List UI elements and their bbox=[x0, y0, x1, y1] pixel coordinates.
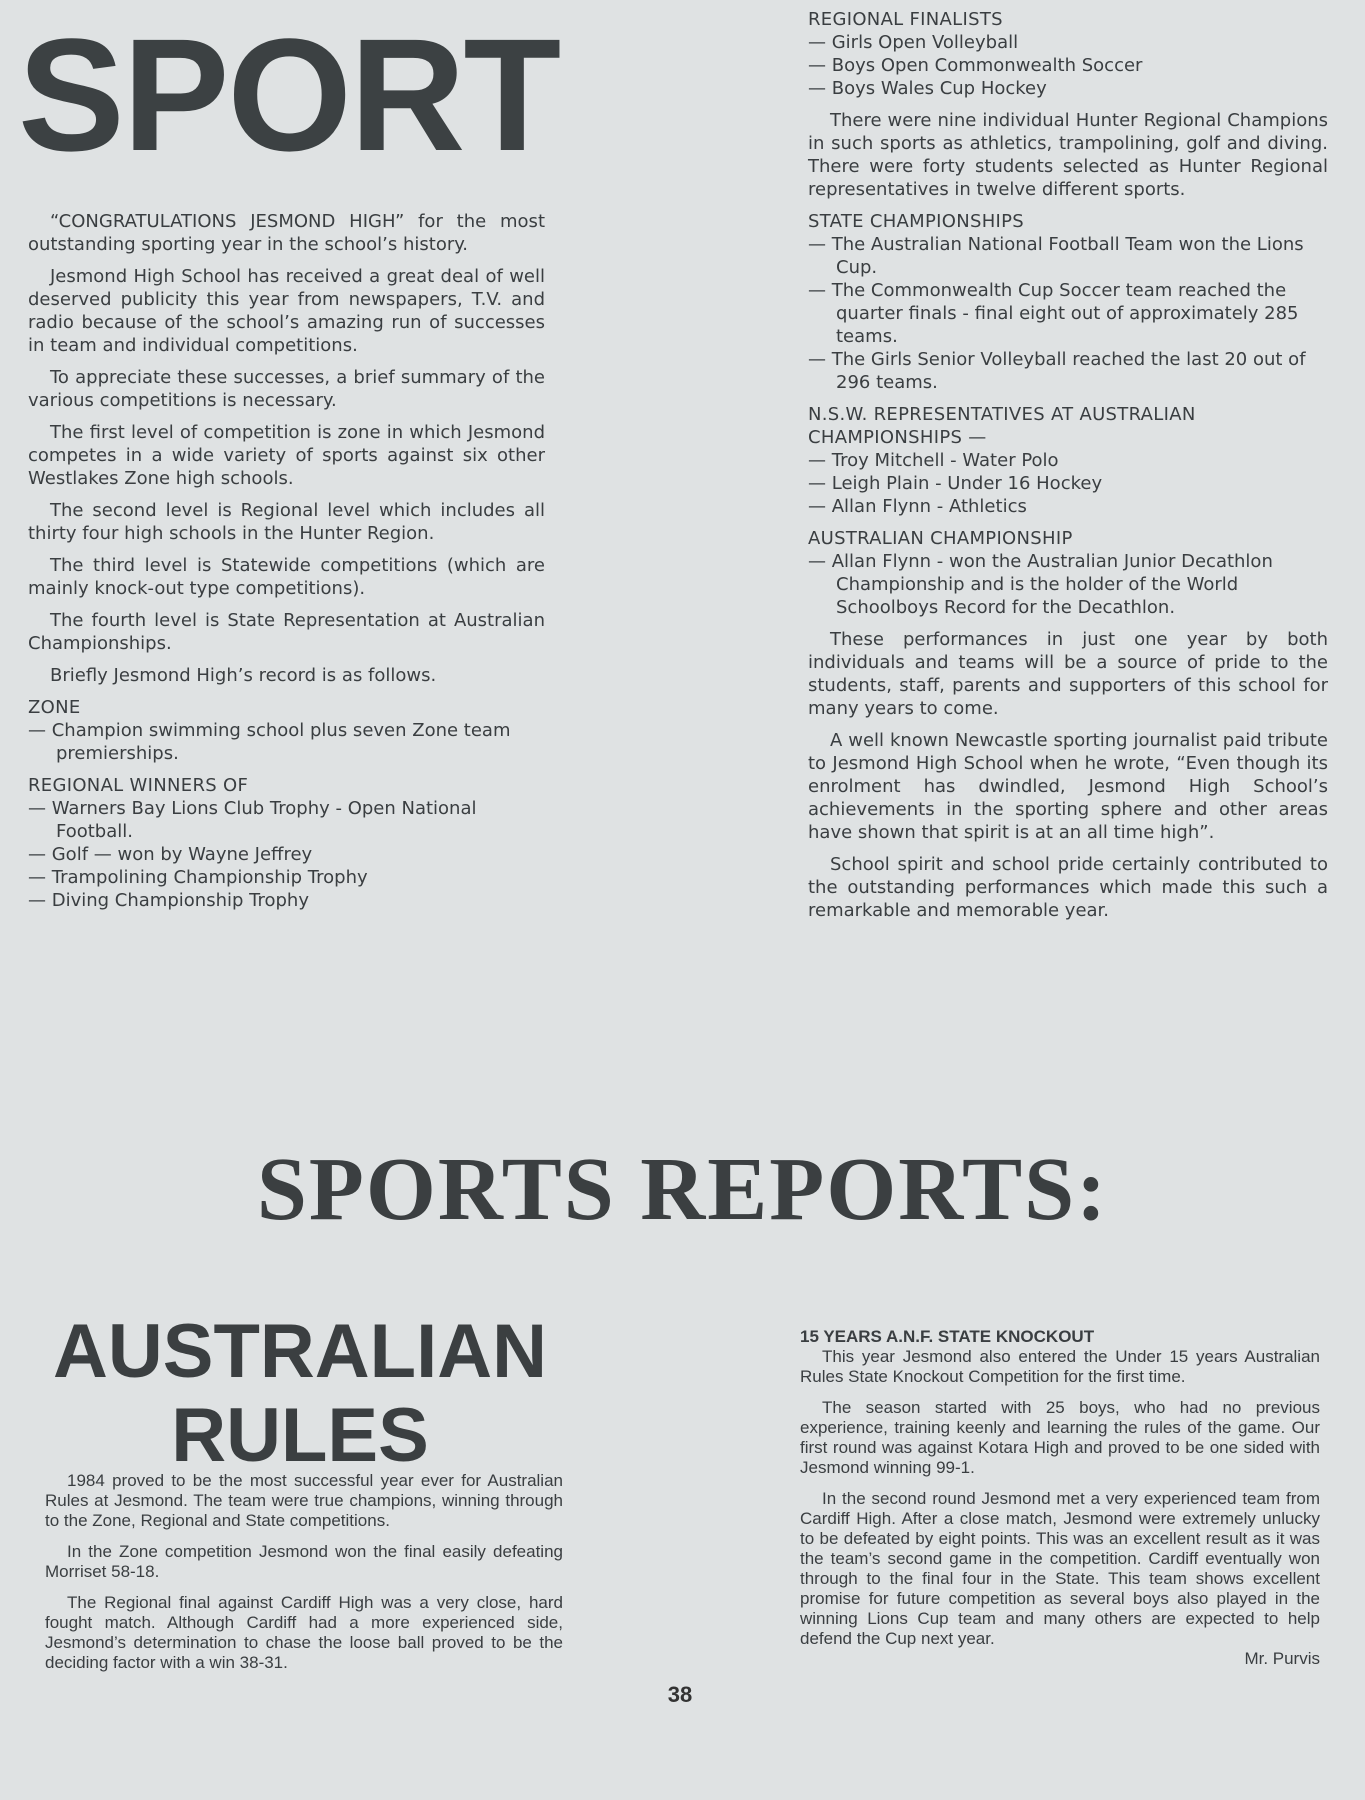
australian-rules-left-column bbox=[45, 1471, 563, 1684]
state-championships-heading: STATE CHAMPIONSHIPS bbox=[808, 211, 1025, 232]
regional-finalists-list bbox=[808, 31, 1328, 100]
sport-title: SPORT bbox=[18, 5, 560, 184]
paragraph-successful-year: 1984 proved to be the most successful year ever for Australian Rules at Jesmond. The team were true champions, winning through to the Zone, Regional and State competitions. bbox=[45, 1471, 563, 1530]
australian-rules-title-line1: AUSTRALIAN bbox=[53, 1309, 547, 1394]
paragraph-pride: These performances in just one year by both individuals and teams will be a source of pride to the students, staff, parents and supporters of this school for many years to come. bbox=[808, 629, 1328, 719]
paragraph-first-level: The first level of competition is zone in which Jesmond competes in a wide variety of sports against six other Westlakes Zone high schools. bbox=[28, 422, 545, 489]
list-item: — Troy Mitchell - Water Polo bbox=[808, 449, 1328, 472]
list-item: — Girls Open Volleyball bbox=[808, 31, 1328, 54]
list-item: — Warners Bay Lions Club Trophy - Open National Football. bbox=[28, 797, 545, 843]
list-item: — Diving Championship Trophy bbox=[28, 889, 545, 912]
regional-winners-heading: REGIONAL WINNERS OF bbox=[28, 775, 249, 796]
paragraph-school-spirit: School spirit and school pride certainly contributed to the outstanding performances which made this such a remarkable and memorable year. bbox=[808, 854, 1328, 921]
list-item: — Leigh Plain - Under 16 Hockey bbox=[808, 472, 1328, 495]
sports-reports-title: SPORTS REPORTS: bbox=[256, 1140, 1109, 1239]
paragraph-zone-final: In the Zone competition Jesmond won the final easily defeating Morriset 58-18. bbox=[45, 1542, 563, 1581]
australian-rules-title bbox=[40, 1310, 560, 1478]
state-knockout-subheading: 15 YEARS A.N.F. STATE KNOCKOUT bbox=[800, 1327, 1095, 1346]
list-item: — The Australian National Football Team won the Lions Cup. bbox=[808, 233, 1328, 279]
paragraph-third-level: The third level is Statewide competitions (which are mainly knock-out type competitions). bbox=[28, 555, 545, 599]
list-item: — Trampolining Championship Trophy bbox=[28, 866, 545, 889]
signature: Mr. Purvis bbox=[1244, 1649, 1320, 1668]
australian-championship-list bbox=[808, 550, 1328, 619]
nsw-representatives-heading: N.S.W. REPRESENTATIVES AT AUSTRALIAN CHAMPIONSHIPS — bbox=[808, 404, 1196, 448]
paragraph-fourth-level: The fourth level is State Representation at Australian Championships. bbox=[28, 610, 545, 654]
list-item: — Golf — won by Wayne Jeffrey bbox=[28, 843, 545, 866]
paragraph-season-start: The season started with 25 boys, who had no previous experience, training keenly and learning the rules of the game. Our first round was against Kotara High and proved to be one sided with Jesmond winning 99-1. bbox=[800, 1398, 1320, 1477]
paragraph-second-level: The second level is Regional level which includes all thirty four high schools in the Hunter Region. bbox=[28, 500, 545, 544]
paragraph-regional-final: The Regional final against Cardiff High was a very close, hard fought match. Although Cardiff had a more experienced side, Jesmond’s determination to chase the loose ball proved to be the deciding factor with a win 38-31. bbox=[45, 1593, 563, 1672]
list-item: — The Girls Senior Volleyball reached the last 20 out of 296 teams. bbox=[808, 348, 1328, 394]
zone-heading: ZONE bbox=[28, 697, 81, 718]
paragraph-summary: To appreciate these successes, a brief summary of the various competitions is necessary. bbox=[28, 367, 545, 411]
paragraph-second-round: In the second round Jesmond met a very experienced team from Cardiff High. After a close match, Jesmond were extremely unlucky to be defeated by eight points. This was an excellent result as it was the team’s second game in the competition. Cardiff eventually won through to the final four in the State. This team shows excellent promise for future competition as several boys also played in the winning Lions Cup team and many others are expected to help defend the Cup next year. bbox=[800, 1489, 1320, 1648]
list-item: — Champion swimming school plus seven Zone team premierships. bbox=[28, 719, 545, 765]
australian-championship-heading: AUSTRALIAN CHAMPIONSHIP bbox=[808, 528, 1073, 549]
paragraph-record: Briefly Jesmond High’s record is as follows. bbox=[50, 665, 437, 686]
list-item: — Allan Flynn - won the Australian Junior Decathlon Championship and is the holder of the World Schoolboys Record for the Decathlon. bbox=[808, 550, 1328, 619]
paragraph-knockout-entry: This year Jesmond also entered the Under 15 years Australian Rules State Knockout Competition for the first time. bbox=[800, 1347, 1320, 1386]
left-column bbox=[28, 210, 545, 921]
paragraph-regional-champions: There were nine individual Hunter Regional Champions in such sports as athletics, trampolining, golf and diving. There were forty students selected as Hunter Regional representatives in twelve different sports. bbox=[808, 110, 1328, 200]
australian-rules-right-column bbox=[800, 1327, 1320, 1680]
right-column bbox=[808, 8, 1328, 931]
zone-list bbox=[28, 719, 545, 765]
nsw-representatives-list bbox=[808, 449, 1328, 518]
page-number: 38 bbox=[667, 1682, 693, 1707]
list-item: — Allan Flynn - Athletics bbox=[808, 495, 1328, 518]
regional-winners-list bbox=[28, 797, 545, 912]
regional-finalists-heading: REGIONAL FINALISTS bbox=[808, 9, 1003, 30]
paragraph-congratulations: “CONGRATULATIONS JESMOND HIGH” for the most outstanding sporting year in the school’s history. bbox=[28, 211, 545, 255]
paragraph-journalist: A well known Newcastle sporting journalist paid tribute to Jesmond High School when he wrote, “Even though its enrolment has dwindled, Jesmond High School’s achievements in the sporting sphere and other areas have shown that spirit is at an all time high”. bbox=[808, 730, 1328, 843]
list-item: — The Commonwealth Cup Soccer team reached the quarter finals - final eight out of approximately 285 teams. bbox=[808, 279, 1328, 348]
list-item: — Boys Open Commonwealth Soccer bbox=[808, 54, 1328, 77]
list-item: — Boys Wales Cup Hockey bbox=[808, 77, 1328, 100]
australian-rules-title-line2: RULES bbox=[171, 1393, 429, 1478]
paragraph-publicity: Jesmond High School has received a great deal of well deserved publicity this year from newspapers, T.V. and radio because of the school’s amazing run of successes in team and individual competitions. bbox=[28, 266, 545, 356]
state-championships-list bbox=[808, 233, 1328, 394]
